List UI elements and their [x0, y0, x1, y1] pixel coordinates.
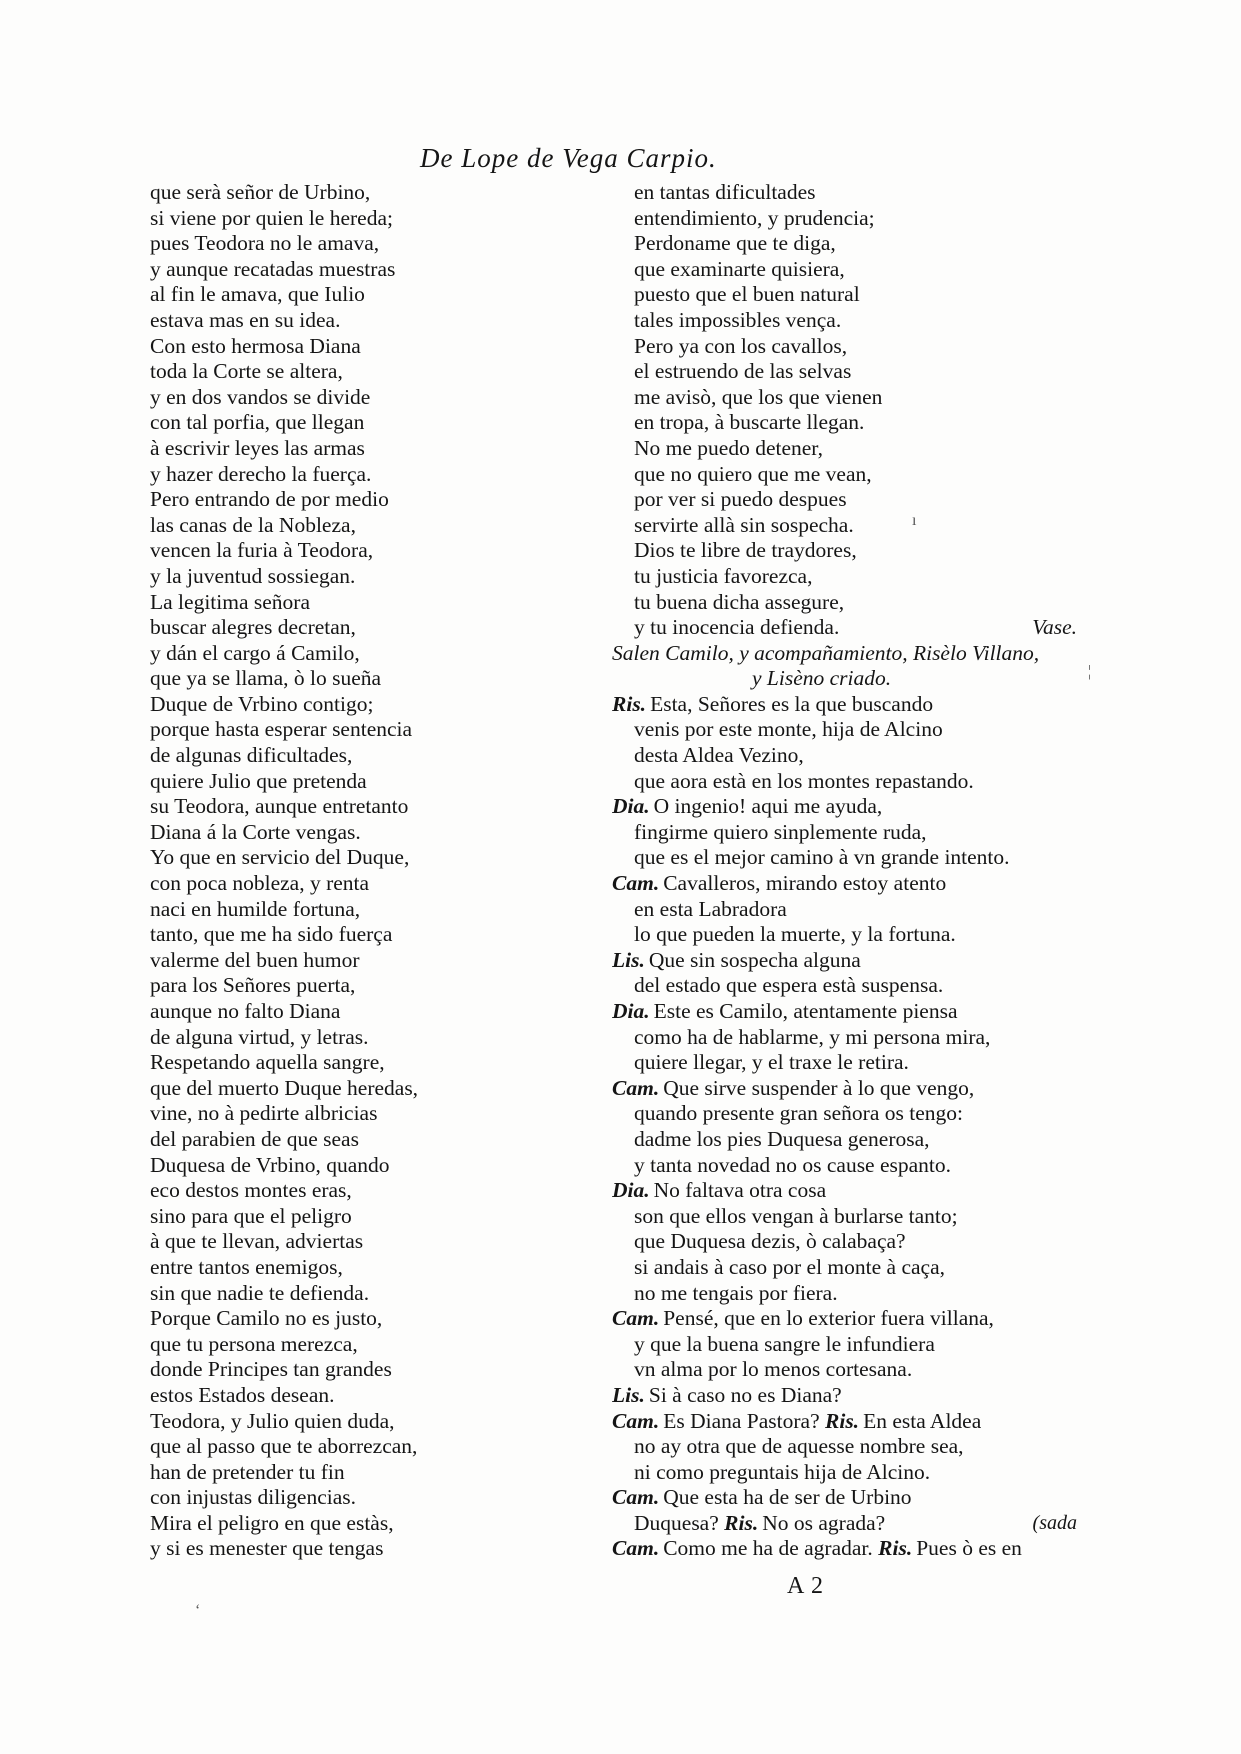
- speaker-name: Cam.: [612, 1536, 660, 1561]
- verse-line: Dios te libre de traydores,: [634, 538, 857, 563]
- verse-line: en tropa, à buscarte llegan.: [634, 410, 865, 435]
- ink-speck: ‘: [195, 1602, 201, 1619]
- verse-line: eco destos montes eras,: [150, 1178, 352, 1203]
- verse-line: [612, 1153, 1097, 1179]
- verse-line: quiere Julio que pretenda: [150, 768, 367, 793]
- verse-line: naci en humilde fortuna,: [150, 896, 361, 921]
- verse-line: y aunque recatadas muestras: [150, 256, 396, 281]
- verse-line: [612, 897, 1097, 923]
- speaker-name: Cam.: [612, 1408, 660, 1433]
- verse-line: con poca nobleza, y renta: [150, 871, 370, 896]
- verse-line: [612, 717, 1097, 743]
- verse-line: vine, no à pedirte albricias: [150, 1101, 378, 1126]
- line-text: Cavalleros, mirando estoy atento: [663, 871, 947, 896]
- verse-line: las canas de la Nobleza,: [150, 512, 356, 537]
- verse-line: valerme del buen humor: [150, 947, 360, 972]
- line-text: son que ellos vengan à burlarse tanto;: [634, 1203, 958, 1228]
- verse-line: tanto, que me ha sido fuerça: [150, 922, 393, 947]
- verse-line: [612, 922, 1097, 948]
- verse-line: [612, 820, 1097, 846]
- verse-line: [612, 769, 1097, 795]
- verse-line: entre tantos enemigos,: [150, 1254, 343, 1279]
- line-text: Como me ha de agradar.: [663, 1536, 873, 1561]
- verse-line: tu buena dicha assegure,: [634, 589, 845, 614]
- right-column: [612, 180, 1097, 1562]
- speech-line: [612, 1306, 1097, 1332]
- speaker-name: Dia.: [612, 794, 650, 819]
- verse-line: estava mas en su idea.: [150, 307, 341, 332]
- line-text: Este es Camilo, atentamente piensa: [653, 999, 958, 1023]
- verse-line: que del muerto Duque heredas,: [150, 1075, 419, 1100]
- verse-line: [612, 1357, 1097, 1383]
- signature-mark: A 2: [787, 1573, 825, 1599]
- verse-line: vencen la furia à Teodora,: [150, 538, 374, 563]
- line-text: En esta Aldea: [863, 1408, 982, 1433]
- verse-line: en tantas dificultades: [634, 180, 816, 204]
- stage-direction-exit: Vase.: [1032, 615, 1077, 640]
- verse-line: [612, 1332, 1097, 1358]
- speaker-name: Cam.: [612, 1485, 660, 1510]
- verse-line: han de pretender tu fin: [150, 1459, 345, 1484]
- line-text: Pensé, que en lo exterior fuera villana,: [663, 1306, 994, 1331]
- line-text: que Duquesa dezis, ò calabaça?: [634, 1229, 906, 1254]
- line-text: No faltava otra cosa: [653, 1178, 827, 1203]
- verse-line: Respetando aquella sangre,: [150, 1050, 385, 1075]
- left-column: [150, 180, 620, 1562]
- verse-line: de alguna virtud, y letras.: [150, 1024, 369, 1049]
- verse-line: Pero entrando de por medio: [150, 487, 389, 512]
- verse-line: si viene por quien le hereda;: [150, 205, 393, 230]
- speaker-name: Ris.: [612, 691, 647, 716]
- line-text: Duquesa?: [634, 1510, 719, 1535]
- line-text: Es Diana Pastora?: [663, 1408, 820, 1433]
- verse-line: y la juventud sossiegan.: [150, 563, 356, 588]
- verse-line: para los Señores puerta,: [150, 973, 356, 998]
- verse-line: Teodora, y Julio quien duda,: [150, 1408, 395, 1433]
- verse-line: donde Principes tan grandes: [150, 1357, 392, 1382]
- verse-line: servirte allà sin sospecha.: [634, 512, 854, 537]
- speech-line: [612, 1536, 1097, 1562]
- verse-line: Perdoname que te diga,: [634, 231, 836, 256]
- verse-line: [612, 1101, 1097, 1127]
- verse-line: Porque Camilo no es justo,: [150, 1306, 383, 1331]
- verse-line: La legitima señora: [150, 589, 310, 614]
- verse-line: Diana á la Corte vengas.: [150, 819, 361, 844]
- speaker-name: Dia.: [612, 999, 650, 1023]
- verse-line: buscar alegres decretan,: [150, 615, 356, 640]
- line-text: desta Aldea Vezino,: [634, 743, 804, 768]
- verse-line: y tu inocencia defienda. Vase.: [634, 615, 1077, 640]
- running-head: De Lope de Vega Carpio.: [420, 143, 717, 173]
- catchword: (sada: [1032, 1511, 1077, 1534]
- verse-line: [612, 1281, 1097, 1307]
- speech-line: [612, 948, 1097, 974]
- speaker-name: Cam.: [612, 871, 660, 896]
- verse-line: [612, 743, 1097, 769]
- speech-line: [612, 1485, 1097, 1511]
- verse-line: [612, 1511, 1097, 1537]
- verse-line: su Teodora, aunque entretanto: [150, 794, 409, 819]
- verse-line: à que te llevan, adviertas: [150, 1229, 364, 1254]
- verse-line: pues Teodora no le amava,: [150, 231, 380, 256]
- speaker-name: Lis.: [612, 1382, 645, 1407]
- line-text: Que sirve suspender à lo que vengo,: [663, 1075, 975, 1100]
- verse-line: que no quiero que me vean,: [634, 461, 872, 486]
- verse-line: sino para que el peligro: [150, 1203, 352, 1228]
- line-text: ni como preguntais hija de Alcino.: [634, 1459, 931, 1484]
- line-text: Que sin sospecha alguna: [648, 947, 861, 972]
- verse-line: Duquesa de Vrbino, quando: [150, 1152, 390, 1177]
- speaker-name: Dia.: [612, 1178, 650, 1203]
- verse-line: sin que nadie te defienda.: [150, 1280, 370, 1305]
- verse-line: [612, 973, 1097, 999]
- verse-line: con injustas diligencias.: [150, 1485, 357, 1510]
- speech-line: [612, 1178, 1097, 1204]
- line-text: No os agrada?: [762, 1510, 886, 1535]
- verse-line: [612, 1050, 1097, 1076]
- line-text: y tanta novedad no os cause espanto.: [634, 1152, 952, 1177]
- verse-line: Con esto hermosa Diana: [150, 333, 361, 358]
- verse-line: Pero ya con los cavallos,: [634, 333, 848, 358]
- verse-line: y hazer derecho la fuerça.: [150, 461, 372, 486]
- verse-line: al fin le amava, que Iulio: [150, 282, 365, 307]
- line-text: que es el mejor camino à vn grande intento.: [634, 845, 1010, 870]
- verse-line: que serà señor de Urbino,: [150, 180, 371, 204]
- speech-line: [612, 794, 1097, 820]
- speech-line: [612, 1409, 1097, 1435]
- verse-line: toda la Corte se altera,: [150, 359, 343, 384]
- line-text: fingirme quiero sinplemente ruda,: [634, 819, 927, 844]
- speech-line: [612, 1383, 1097, 1409]
- line-text: no me tengais por fiera.: [634, 1280, 838, 1305]
- verse-line: que al passo que te aborrezcan,: [150, 1434, 418, 1459]
- line-text: que aora està en los montes repastando.: [634, 768, 974, 793]
- line-text: vn alma por lo menos cortesana.: [634, 1357, 913, 1382]
- verse-line: y si es menester que tengas: [150, 1536, 384, 1561]
- verse-line: porque hasta esperar sentencia: [150, 717, 413, 742]
- verse-line: [612, 1204, 1097, 1230]
- speech-line: [612, 1076, 1097, 1102]
- speaker-name: Lis.: [612, 947, 645, 972]
- verse-line: de algunas dificultades,: [150, 743, 353, 768]
- verse-line: [612, 1460, 1097, 1486]
- verse-line: Mira el peligro en que estàs,: [150, 1510, 394, 1535]
- line-text: y que la buena sangre le infundiera: [634, 1331, 935, 1356]
- verse-line: entendimiento, y prudencia;: [634, 205, 875, 230]
- speaker-name: Ris.: [825, 1408, 860, 1433]
- line-text: venis por este monte, hija de Alcino: [634, 717, 943, 742]
- verse-line: el estruendo de las selvas: [634, 359, 852, 384]
- verse-line: [612, 1127, 1097, 1153]
- line-text: quiere llegar, y el traxe le retira.: [634, 1050, 909, 1075]
- verse-line: aunque no falto Diana: [150, 999, 341, 1023]
- line-text: en esta Labradora: [634, 896, 787, 921]
- speaker-name: Ris.: [724, 1510, 759, 1535]
- ink-speck: ¦: [1088, 663, 1092, 680]
- line-text: Esta, Señores es la que buscando: [650, 691, 934, 716]
- speaker-name: Cam.: [612, 1075, 660, 1100]
- verse-line: à escrivir leyes las armas: [150, 435, 365, 460]
- verse-line: y en dos vandos se divide: [150, 384, 371, 409]
- verse-line: [612, 845, 1097, 871]
- stage-direction-entrance: y Lisèno criado.: [752, 666, 892, 691]
- verse-line: del parabien de que seas: [150, 1126, 359, 1151]
- line-text: O ingenio! aqui me ayuda,: [653, 794, 883, 819]
- verse-line: que tu persona merezca,: [150, 1331, 358, 1356]
- speech-line: [612, 692, 1097, 718]
- line-text: Pues ò es en: [916, 1536, 1022, 1561]
- speaker-name: Ris.: [878, 1536, 913, 1561]
- verse-line: Duque de Vrbino contigo;: [150, 691, 374, 716]
- verse-line: No me puedo detener,: [634, 435, 823, 460]
- line-text: quando presente gran señora os tengo:: [634, 1101, 963, 1126]
- verse-line: [612, 1025, 1097, 1051]
- verse-line: [612, 1229, 1097, 1255]
- verse-line: [612, 1434, 1097, 1460]
- speech-line: [612, 999, 1097, 1025]
- verse-line: estos Estados desean.: [150, 1382, 335, 1407]
- verse-line: tales impossibles vença.: [634, 307, 842, 332]
- verse-line: que ya se llama, ò lo sueña: [150, 666, 382, 691]
- speaker-name: Cam.: [612, 1306, 660, 1331]
- verse-line: y dán el cargo á Camilo,: [150, 640, 360, 665]
- line-text: Que esta ha de ser de Urbino: [663, 1485, 912, 1510]
- stage-direction-entrance: Salen Camilo, y acompañamiento, Risèlo Villano,: [612, 640, 1040, 665]
- line-text: del estado que espera està suspensa.: [634, 973, 944, 998]
- verse-line: que examinarte quisiera,: [634, 256, 845, 281]
- verse-line: [612, 1255, 1097, 1281]
- verse-line: tu justicia favorezca,: [634, 563, 813, 588]
- line-text: lo que pueden la muerte, y la fortuna.: [634, 922, 956, 947]
- verse-line: me avisò, que los que vienen: [634, 384, 883, 409]
- line-text: dadme los pies Duquesa generosa,: [634, 1126, 930, 1151]
- line-text: como ha de hablarme, y mi persona mira,: [634, 1024, 991, 1049]
- line-text: si andais à caso por el monte à caça,: [634, 1254, 946, 1279]
- speech-line: [612, 871, 1097, 897]
- verse-line: puesto que el buen natural: [634, 282, 860, 307]
- line-text: Si à caso no es Diana?: [648, 1382, 842, 1407]
- verse-line: por ver si puedo despues: [634, 487, 847, 512]
- line-text: no ay otra que de aquesse nombre sea,: [634, 1434, 964, 1459]
- ink-speck: ı: [912, 512, 917, 529]
- verse-line: Yo que en servicio del Duque,: [150, 845, 410, 870]
- verse-line: con tal porfia, que llegan: [150, 410, 365, 435]
